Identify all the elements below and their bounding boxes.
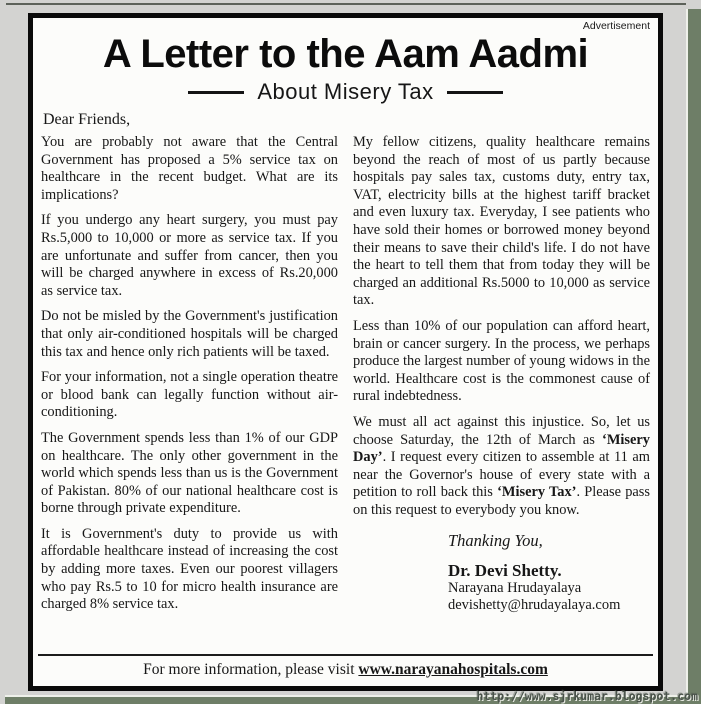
letter-body — [41, 134, 650, 622]
signature-name: Dr. Devi Shetty. — [448, 561, 562, 581]
subtitle-row — [41, 79, 650, 105]
footer-bar — [38, 654, 653, 686]
cta-text: . I request every citizen to assemble at 11 am near the Governor's house of every state with a petition to roll back this — [353, 449, 650, 501]
footer-website-url: www.narayanahospitals.com — [358, 661, 548, 678]
paragraph: Do not be misled by the Government's justification that only air-conditioned hospitals will be charged this tax and hence only rich patients will be taxed. — [41, 308, 338, 360]
signature-email: devishetty@hrudayalaya.com — [448, 597, 621, 614]
advertisement-box — [28, 13, 663, 691]
cta-text: . Please pass on this request to everybody you know. — [353, 484, 650, 518]
subtitle: About Misery Tax — [257, 79, 434, 104]
left-column — [41, 134, 338, 622]
right-column — [353, 134, 650, 622]
salutation: Dear Friends, — [43, 111, 131, 128]
misery-day-emphasis: ‘Misery Day’ — [353, 431, 650, 466]
frame-shadow-right — [686, 9, 701, 704]
subtitle-rule-left — [188, 91, 244, 94]
subtitle-rule-right — [447, 91, 503, 94]
paragraph: The Government spends less than 1% of our GDP on healthcare. The only other government in the world which spends less than us is the Government of Pakistan. 80% of our national healthcare cost is borne through private expenditure. — [41, 429, 338, 517]
paragraph: My fellow citizens, quality healthcare remains beyond the reach of most of us partly because hospitals pay sales tax, customs duty, entry tax, VAT, electricity bills at the highest tariff bracket and even luxury tax. Everyday, I see patients who have sold their homes or borrowed money beyond their means to save their child's life. I do not have the heart to tell them that from today they will be charged an additional Rs.5000 to 10,000 as service tax. — [353, 134, 650, 309]
paragraph: It is Government's duty to provide us with affordable healthcare instead of increasing the cost by adding more taxes. Even our poorest villagers who pay Rs.5 to 10 for micro health insurance are charged 8% service tax. — [41, 525, 338, 613]
paragraph: For your information, not a single operation theatre or blood bank can legally function without air-conditioning. — [41, 369, 338, 421]
paragraph: If you undergo any heart surgery, you must pay Rs.5,000 to 10,000 or more as service tax. If you are unfortunate and suffer from cancer, then you will be charged anywhere in excess of Rs.20,000 as service tax. — [41, 212, 338, 299]
footer-text: For more information, please visit — [143, 661, 359, 678]
paragraph: Less than 10% of our population can afford heart, brain or cancer surgery. In the process, we perhaps produce the largest number of young widows in the world. Healthcare cost is the commonest cause of rural indebtedness. — [353, 317, 650, 405]
advertisement-label: Advertisement — [582, 20, 650, 32]
signature-organization: Narayana Hrudayalaya — [448, 580, 582, 597]
page-title: A Letter to the Aam Aadmi — [102, 32, 589, 76]
signature-closing: Thanking You, — [448, 531, 543, 551]
frame-top-line — [6, 3, 686, 5]
signature-block — [448, 531, 650, 614]
paragraph-call-to-action — [353, 414, 650, 520]
cta-text: We must all act against this injustice. So, let us choose Saturday, the 12th of March as — [353, 413, 650, 448]
misery-tax-emphasis: ‘Misery Tax’ — [497, 484, 577, 501]
paragraph: You are probably not aware that the Central Government has proposed a 5% service tax on healthcare in the recent budget. What are its implications? — [41, 134, 338, 203]
watermark-url: http://www.sjrkumar.blogspot.com — [476, 689, 698, 703]
